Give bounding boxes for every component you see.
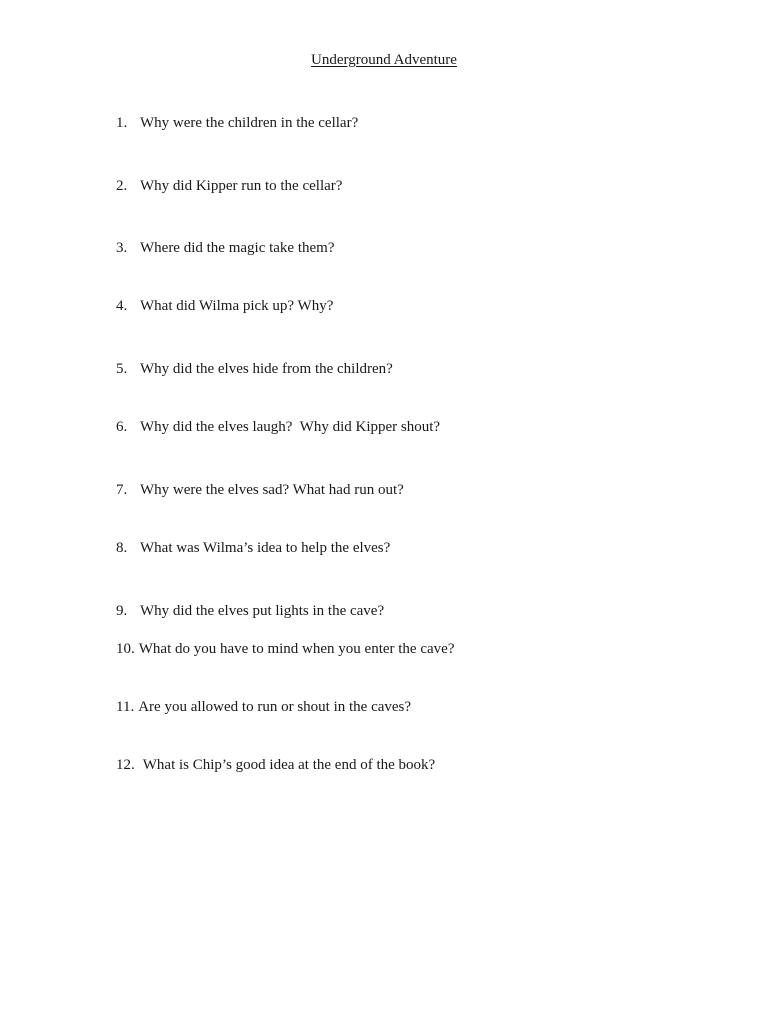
question-number: 2. <box>116 178 128 194</box>
question-number: 11. <box>116 699 135 715</box>
question-item <box>116 639 454 659</box>
question-number: 6. <box>116 419 128 435</box>
question-item <box>116 480 404 500</box>
question-number: 3. <box>116 240 128 256</box>
question-item <box>116 601 384 621</box>
question-item <box>116 538 390 558</box>
question-number: 7. <box>116 482 128 498</box>
question-number: 8. <box>116 540 128 556</box>
question-text: What is Chip’s good idea at the end of the book? <box>142 757 436 773</box>
question-item <box>116 296 333 316</box>
question-number: 9. <box>116 603 128 619</box>
question-number: 12. <box>116 757 135 773</box>
question-text: Why did the elves put lights in the cave? <box>140 603 385 619</box>
question-number: 10. <box>116 641 135 657</box>
question-number: 5. <box>116 361 128 377</box>
question-item <box>116 417 440 437</box>
question-text: Are you allowed to run or shout in the caves? <box>138 699 412 715</box>
question-text: What did Wilma pick up? Why? <box>140 298 334 314</box>
question-item <box>116 176 342 196</box>
question-item <box>116 238 335 258</box>
question-text: Why were the children in the cellar? <box>140 115 359 131</box>
question-text: What was Wilma’s idea to help the elves? <box>140 540 391 556</box>
question-item <box>116 359 393 379</box>
question-item <box>116 697 411 717</box>
question-text: Where did the magic take them? <box>140 240 335 256</box>
question-number: 4. <box>116 298 128 314</box>
question-text: Why did the elves laugh? Why did Kipper shout? <box>140 419 441 435</box>
question-item <box>116 755 435 775</box>
question-item <box>116 113 358 133</box>
question-number: 1. <box>116 115 128 131</box>
page-title: Underground Adventure <box>311 52 457 68</box>
question-text: What do you have to mind when you enter the cave? <box>138 641 455 657</box>
question-text: Why did the elves hide from the children? <box>140 361 393 377</box>
question-text: Why were the elves sad? What had run out? <box>140 482 404 498</box>
question-text: Why did Kipper run to the cellar? <box>140 178 343 194</box>
